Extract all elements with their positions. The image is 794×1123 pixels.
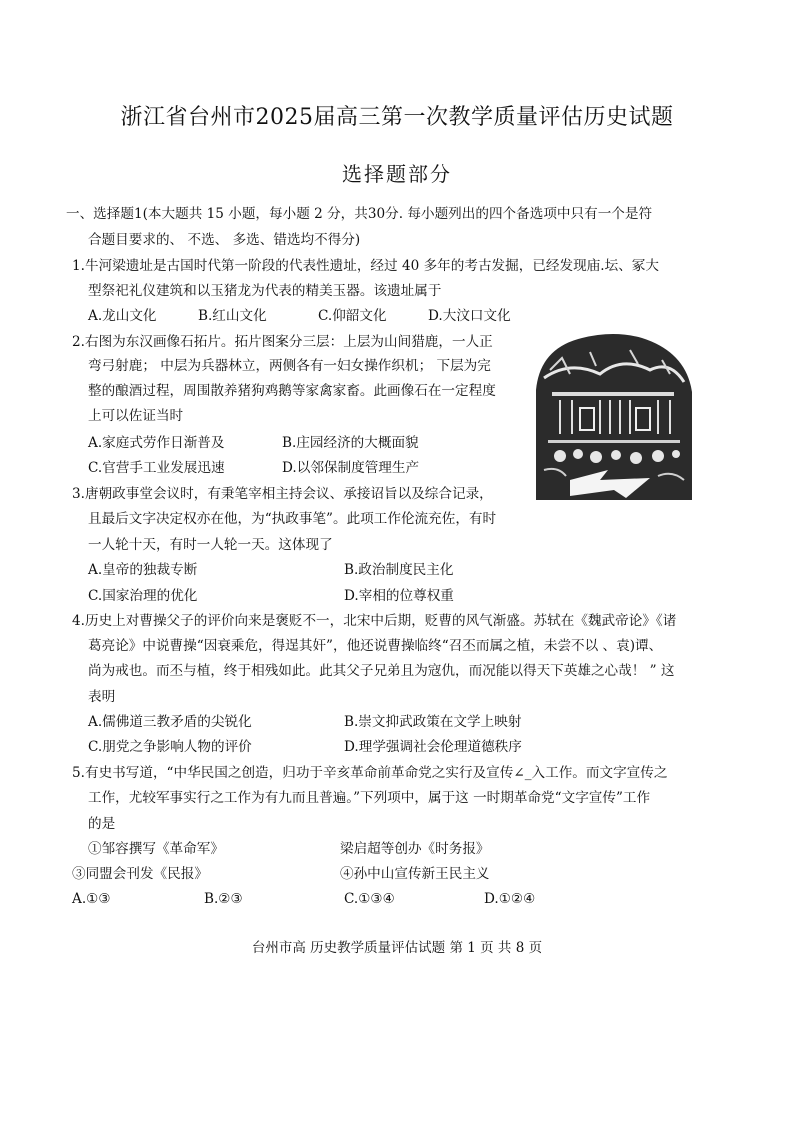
question-5-stem-line-3: 的是 [88,816,116,832]
question-2-stem-line-4: 上可以佐证当时 [88,408,184,424]
stone-rubbing-image [530,330,696,505]
page-footer: 台州市高 历史教学质量评估试题 第 1 页 共 8 页 [251,940,543,956]
question-5-stem-line-2: 工作，尤较军事实行之工作为有九而且普遍。”下列项中，属于这 一时期革命党“文字宣传”工作 [88,790,651,806]
question-4-stem-line-2: 葛亮论》中说曹操“因衰乘危，得逞其奸”，他还说曹操临终“召丕而属之植，未尝不以 、袁)谭、 [88,638,663,654]
question-2-option-c: C.官营手工业发展迅速 [88,460,225,476]
question-1-option-c: C.仰韶文化 [318,308,387,324]
stone-rubbing-graphic [530,330,696,505]
question-5-item-3: ③同盟会刊发《民报》 [72,866,208,882]
question-2-option-b: B.庄园经济的大概面貌 [282,435,419,451]
question-4-option-a: A.儒佛道三教矛盾的尖锐化 [88,714,252,730]
question-4-option-b: B.崇文抑武政策在文学上映射 [344,714,522,730]
question-2-stem-line-1: 2.右图为东汉画像石拓片。拓片图案分三层：上层为山间猎鹿，一人正 [72,334,493,350]
question-5-item-1: ①邹容撰写《革命军》 [88,841,224,857]
question-5-option-d: D.①②④ [484,891,536,907]
question-4-option-c: C.朋党之争影响人物的评价 [88,739,252,755]
question-1-option-a: A.龙山文化 [88,308,157,324]
question-3-stem-line-2: 且最后文字决定权亦在他，为“执政事笔”。此项工作伦流充佐，有时 [88,511,497,527]
question-2-option-d: D.以邻保制度管理生产 [282,460,420,476]
question-5-option-b: B.②③ [204,891,243,907]
question-3-option-a: A.皇帝的独裁专断 [88,562,198,578]
instructions-line-1: 一、选择题1(本大题共 15 小题，每小题 2 分，共30分. 每小题列出的四个备选项中只有一个是符 [66,206,653,222]
question-5-stem-line-1: 5.有史书写道，“中华民国之创造，归功于辛亥革命前革命党之实行及宣传∠_入工作。而文字宣传之 [72,765,668,781]
question-5-option-a: A.①③ [72,891,111,907]
question-3-stem-line-1: 3.唐朝政事堂会议时，有秉笔宰相主持会议、承接诏旨以及综合记录， [72,486,493,502]
question-3-option-b: B.政治制度民主化 [344,562,454,578]
question-1-stem-line-2: 型祭祀礼仪建筑和以玉猪龙为代表的精美玉器。该遗址属于 [88,283,442,299]
section-title: 选择题部分 [342,162,452,186]
question-4-stem-line-1: 4.历史上对曹操父子的评价向来是褒贬不一，北宋中后期，贬曹的风气渐盛。苏轼在《魏武帝论》《诸 [72,613,677,629]
question-2-stem-line-3: 整的酿酒过程，周围散养猪狗鸡鹅等家禽家畜。此画像石在一定程度 [88,383,496,399]
question-1-option-b: B.红山文化 [198,308,267,324]
question-4-option-d: D.理学强调社会伦理道德秩序 [344,739,522,755]
question-3-option-d: D.宰相的位尊权重 [344,588,454,604]
question-2-option-a: A.家庭式劳作日渐普及 [88,435,225,451]
page-title: 浙江省台州市2025届高三第一次教学质量评估历史试题 [120,105,674,130]
question-5-item-4: ④孙中山宣传新王民主义 [340,866,490,882]
question-4-stem-line-3: 尚为戒也。而丕与植，终于相残如此。此其父子兄弟且为寇仇，而况能以得天下英雄之心哉！ ” 这 [88,663,675,679]
question-1-stem-line-1: 1.牛河梁遗址是古国时代第一阶段的代表性遗址，经过 40 多年的考古发掘，已经发现庙.坛、冢大 [72,258,659,274]
question-2-stem-line-2: 弯弓射鹿； 中层为兵器林立，两侧各有一妇女操作织机； 下层为完 [88,358,491,374]
question-4-stem-line-4: 表明 [88,689,116,705]
question-5-option-c: C.①③④ [344,891,395,907]
question-1-option-d: D.大汶口文化 [428,308,511,324]
question-3-option-c: C.国家治理的优化 [88,588,198,604]
question-5-item-2: 梁启超等创办《时务报》 [340,841,490,857]
question-3-stem-line-3: 一人轮十天，有时一人轮一天。这体现了 [88,537,333,553]
instructions-line-2: 合题目要求的、 不选、 多选、错选均不得分) [88,232,361,248]
